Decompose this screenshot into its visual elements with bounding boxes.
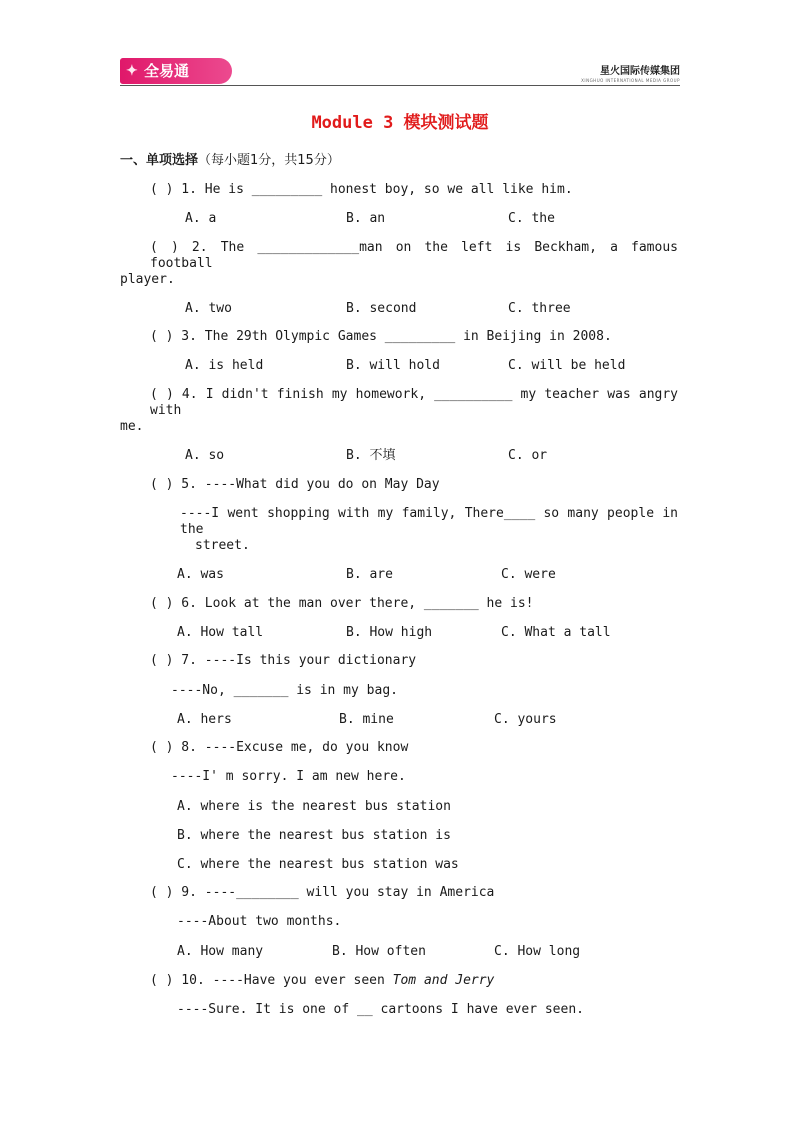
star-icon: ✦ bbox=[126, 63, 138, 79]
question-8-option-b: B. where the nearest bus station is bbox=[177, 828, 451, 843]
question-4-stem-continued: me. bbox=[120, 419, 144, 434]
question-2-option-c: C. three bbox=[508, 301, 571, 316]
question-10-reply: ----Sure. It is one of __ cartoons I have ever seen. bbox=[177, 1002, 584, 1017]
question-2-option-b: B. second bbox=[346, 301, 417, 316]
question-5-option-a: A. was bbox=[177, 567, 224, 582]
question-7-stem: ( ) 7. ----Is this your dictionary bbox=[150, 653, 417, 668]
question-1-option-b: B. an bbox=[346, 211, 386, 226]
question-2-option-a: A. two bbox=[185, 301, 232, 316]
publisher bbox=[581, 62, 680, 83]
publisher-cn: 星火国际传媒集团 bbox=[600, 66, 680, 77]
section-title: 一、单项选择 bbox=[120, 153, 199, 168]
page-header bbox=[120, 56, 680, 88]
question-2-stem: ( ) 2. The _____________man on the left is Beckham, a famous football bbox=[150, 240, 678, 271]
question-6-stem: ( ) 6. Look at the man over there, _______ he is! bbox=[150, 596, 534, 611]
question-10-stem bbox=[150, 973, 494, 989]
question-10-stem-text: ( ) 10. ----Have you ever seen bbox=[150, 973, 393, 988]
question-4-option-b: B. 不填 bbox=[346, 448, 396, 463]
section-heading bbox=[120, 153, 340, 169]
page-title: Module 3 模块测试题 bbox=[311, 113, 489, 133]
question-2-stem-continued: player. bbox=[120, 272, 175, 287]
question-7-option-a: A. hers bbox=[177, 712, 232, 727]
question-3-option-c: C. will be held bbox=[508, 358, 626, 373]
question-3-option-b: B. will hold bbox=[346, 358, 440, 373]
publisher-en: XINGHUO INTERNATIONAL MEDIA GROUP bbox=[581, 78, 680, 83]
question-1-stem: ( ) 1. He is _________ honest boy, so we all like him. bbox=[150, 182, 573, 197]
question-9-reply: ----About two months. bbox=[177, 914, 342, 929]
logo-text: 全易通 bbox=[144, 62, 190, 80]
question-9-option-c: C. How long bbox=[494, 944, 581, 959]
question-9-stem: ( ) 9. ----________ will you stay in America bbox=[150, 885, 495, 900]
question-5-stem: ( ) 5. ----What did you do on May Day bbox=[150, 477, 440, 492]
question-8-stem: ( ) 8. ----Excuse me, do you know bbox=[150, 740, 409, 755]
question-5-reply-continued: street. bbox=[195, 538, 250, 553]
question-4-option-c: C. or bbox=[508, 448, 548, 463]
question-3-stem: ( ) 3. The 29th Olympic Games _________ in Beijing in 2008. bbox=[150, 329, 612, 344]
question-5-reply: ----I went shopping with my family, There____ so many people in the bbox=[180, 506, 678, 537]
question-4-stem: ( ) 4. I didn't finish my homework, __________ my teacher was angry with bbox=[150, 387, 678, 418]
question-6-option-a: A. How tall bbox=[177, 625, 264, 640]
question-1-option-a: A. a bbox=[185, 211, 217, 226]
question-5-option-c: C. were bbox=[501, 567, 556, 582]
question-3-option-a: A. is held bbox=[185, 358, 264, 373]
question-5-option-b: B. are bbox=[346, 567, 393, 582]
section-note: （每小题1分，共15分） bbox=[198, 153, 340, 168]
question-9-option-a: A. How many bbox=[177, 944, 264, 959]
brand-logo bbox=[120, 58, 232, 84]
question-6-option-c: C. What a tall bbox=[501, 625, 611, 640]
question-7-option-c: C. yours bbox=[494, 712, 557, 727]
question-6-option-b: B. How high bbox=[346, 625, 433, 640]
question-7-option-b: B. mine bbox=[339, 712, 394, 727]
header-divider bbox=[120, 85, 680, 86]
question-4-option-a: A. so bbox=[185, 448, 225, 463]
question-8-reply: ----I' m sorry. I am new here. bbox=[171, 769, 406, 784]
question-8-option-c: C. where the nearest bus station was bbox=[177, 857, 459, 872]
question-9-option-b: B. How often bbox=[332, 944, 426, 959]
question-10-title: Tom and Jerry bbox=[392, 973, 495, 988]
question-1-option-c: C. the bbox=[508, 211, 555, 226]
question-7-reply: ----No, _______ is in my bag. bbox=[171, 683, 398, 698]
question-8-option-a: A. where is the nearest bus station bbox=[177, 799, 451, 814]
